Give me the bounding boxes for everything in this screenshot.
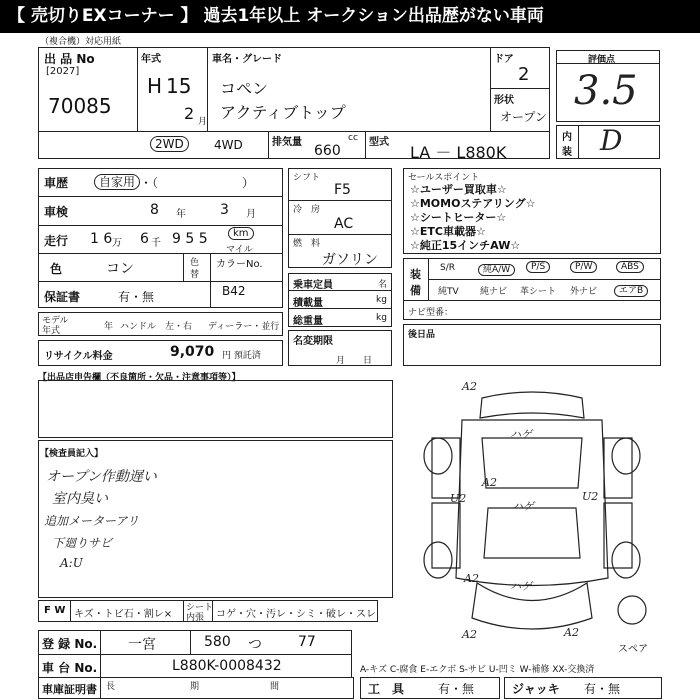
sales-point-3: ☆シートヒーター☆: [410, 211, 507, 224]
equip-airbag: エアB: [614, 283, 648, 296]
cert-c2: 期: [190, 682, 200, 692]
shift-label: シフト: [293, 173, 321, 183]
model-code-label: 型式: [369, 137, 389, 148]
color-change-1: 色: [190, 258, 200, 268]
warranty-value: 有・無: [118, 290, 155, 304]
displacement-label: 排気量: [272, 137, 302, 148]
recycle-label: リサイクル料金: [44, 351, 113, 362]
inspection-year-unit: 年: [176, 209, 186, 220]
capacity-unit: 名: [378, 280, 388, 290]
damage-mark-5: U2: [450, 492, 467, 505]
interior-value: D: [600, 124, 623, 157]
year-month: 2: [184, 104, 195, 123]
lot-tag: [2027]: [46, 66, 80, 77]
equip-abs: ABS: [616, 262, 644, 272]
seller-notes-label: 【出品店申告欄（不良箇所・欠品・注意事項等）】: [38, 373, 241, 383]
fuel-value: ガソリン: [322, 252, 378, 268]
damage-legend: A-キズ C-腐食 E-エクボ S-サビ U-凹ミ W-補修 XX-交換済: [360, 665, 595, 675]
after-items-label: 後日品: [408, 330, 436, 340]
fuel-label: 燃 料: [293, 239, 321, 249]
mileage-label: 走行: [44, 234, 69, 248]
mileage-u2: 千: [151, 238, 161, 249]
damage-mark-2: ハゲ: [510, 428, 532, 441]
sales-point-5: ☆純正15インチAW☆: [410, 239, 521, 252]
cert-c3: 間: [270, 682, 280, 692]
model-label: 車名・グレード: [212, 54, 282, 65]
equip-sr: S/R: [440, 263, 455, 273]
color-label: 色: [50, 262, 63, 276]
tools-label: 工 具: [368, 682, 405, 696]
navi-model-label: ナビ型番：: [408, 308, 454, 318]
warranty-label: 保証書: [44, 290, 81, 304]
inspection-month-unit: 月: [246, 209, 256, 220]
equip-navi: 純ナビ: [480, 287, 508, 297]
aircon-value: AC: [334, 216, 354, 232]
displacement-value: 660: [314, 143, 341, 159]
equip-alloy: 純A/W: [478, 262, 515, 275]
mileage-unit-mile: マイル: [226, 245, 253, 255]
inspector-note-4: 下廻りサビ: [52, 536, 113, 550]
year-label: 年式: [141, 54, 161, 65]
seat-text: コゲ・穴・汚レ・シミ・破レ・スレ: [216, 609, 376, 620]
damage-mark-6: U2: [582, 490, 599, 503]
model-year-l2: 年式: [42, 326, 61, 336]
sales-points-label: セールスポイント: [408, 173, 480, 183]
displacement-unit: cc: [348, 133, 358, 143]
score-value: 3.5: [574, 68, 638, 114]
jack-label: ジャッキ: [512, 682, 560, 696]
damage-mark-8: ハゲ: [510, 580, 532, 593]
jack-value: 有・無: [584, 682, 621, 696]
inspection-year: 8: [150, 202, 159, 218]
year-era: H: [147, 74, 163, 98]
registration-kana: つ: [248, 637, 262, 653]
recycle-unit: 円 預託済: [222, 351, 261, 361]
aircon-label: 冷 房: [293, 205, 321, 215]
color-value: コン: [106, 261, 134, 277]
cert-label: 車庫証明書: [42, 683, 97, 696]
drive-2wd: 2WD: [150, 137, 189, 151]
capacity-label: 乗車定員: [293, 280, 333, 291]
form-subnote: （複合機）対応用紙: [40, 37, 122, 47]
spare-label: スペア: [618, 644, 648, 655]
model-code-value: LA － L880K: [410, 143, 507, 162]
cert-c1: 長: [106, 682, 116, 692]
equip-pw: P/W: [570, 262, 597, 272]
year-value: 15: [166, 74, 192, 98]
mileage-v3: 9 5 5: [172, 231, 208, 247]
damage-mark-9: A2: [462, 628, 477, 641]
inspection-label: 車検: [44, 205, 69, 219]
damage-mark-7: A2: [464, 572, 479, 585]
doors-value: 2: [518, 64, 530, 85]
equipment-label-2: 備: [410, 284, 421, 297]
owner-change-label: 名変期限: [293, 336, 333, 347]
handle-side: ハンドル 左・右: [120, 322, 193, 332]
recycle-value: 9,070: [170, 344, 215, 360]
gross-unit: kg: [376, 313, 387, 323]
interior-label-2: 装: [562, 147, 572, 158]
equip-tv: 純TV: [438, 287, 459, 297]
inspector-note-1: オープン作動遅い: [46, 469, 157, 485]
year-month-unit: 月: [198, 117, 208, 127]
equip-ext-navi: 外ナビ: [570, 287, 598, 297]
seller-notes-box: [38, 380, 393, 438]
doors-label: ドア: [494, 54, 514, 65]
model-grade: アクティブトップ: [220, 103, 346, 122]
registration-label: 登 録 No.: [42, 637, 98, 651]
seat-label-2: 内張: [186, 613, 205, 623]
load-unit: kg: [376, 295, 387, 305]
lot-label: 出 品 No: [44, 52, 95, 66]
equip-leather: 革シート: [520, 287, 557, 297]
history-label: 車歴: [44, 176, 69, 190]
damage-mark-1: A2: [462, 380, 477, 393]
body-shape-value: オープン: [500, 110, 547, 124]
color-change-2: 替: [190, 270, 200, 280]
inspector-note-3: 追加メーターアリ: [44, 514, 139, 528]
mileage-v1: 1 6: [90, 231, 113, 247]
color-code-label: カラーNo.: [216, 259, 263, 270]
registration-place: 一宮: [128, 637, 156, 653]
history-value: 自家用: [94, 173, 140, 190]
body-shape-label: 形状: [494, 95, 514, 106]
model-year-l1: モデル: [42, 316, 69, 326]
color-code: B42: [222, 284, 246, 298]
lot-number: 70085: [48, 94, 112, 118]
drive-4wd: 4WD: [214, 138, 243, 152]
inspection-month: 3: [220, 202, 229, 218]
model-year-unit: 年: [104, 322, 114, 332]
equip-ps: P/S: [526, 262, 550, 272]
shift-value: F5: [334, 182, 351, 198]
sales-point-2: ☆MOMOステアリング☆: [410, 197, 536, 210]
model-name: コペン: [220, 79, 269, 98]
load-label: 積載量: [293, 298, 323, 309]
mileage-unit-km: km: [228, 228, 254, 239]
fw-text: キズ・トビ石・割レ×: [74, 609, 173, 620]
inspector-note-2: 室内臭い: [52, 491, 108, 507]
tools-value: 有・無: [438, 682, 475, 696]
equipment-label-1: 装: [410, 268, 421, 281]
inspector-note-5: A:U: [60, 556, 83, 570]
damage-mark-10: A2: [564, 626, 579, 639]
damage-mark-4: ハゲ: [512, 500, 534, 513]
inspector-label: 【検査員記入】: [40, 449, 104, 459]
registration-n1: 580: [204, 634, 231, 650]
mileage-u1: 万: [112, 238, 122, 249]
sales-point-4: ☆ETC車載器☆: [410, 225, 486, 238]
fw-label: F W: [44, 605, 66, 616]
owner-change-unit: 月 日: [336, 356, 373, 366]
score-label: 評価点: [588, 55, 616, 65]
dealer-type: ディーラー・並行: [208, 322, 280, 332]
chassis-label: 車 台 No.: [42, 661, 98, 675]
sales-point-1: ☆ユーザー買取車☆: [410, 183, 507, 196]
seat-label-1: シート: [186, 603, 214, 613]
gross-label: 総重量: [293, 316, 323, 327]
registration-n2: 77: [298, 634, 316, 650]
interior-label-1: 内: [562, 132, 572, 143]
after-items-box: [403, 324, 661, 366]
damage-mark-3: A2: [482, 476, 497, 489]
history-rest: ・（ ）: [140, 176, 255, 190]
chassis-value: L880K-0008432: [172, 658, 282, 674]
mileage-v2: 6: [140, 231, 149, 247]
banner-title: 【 売切りEXコーナー 】 過去1年以上 オークション出品歴がない車両: [0, 0, 700, 33]
